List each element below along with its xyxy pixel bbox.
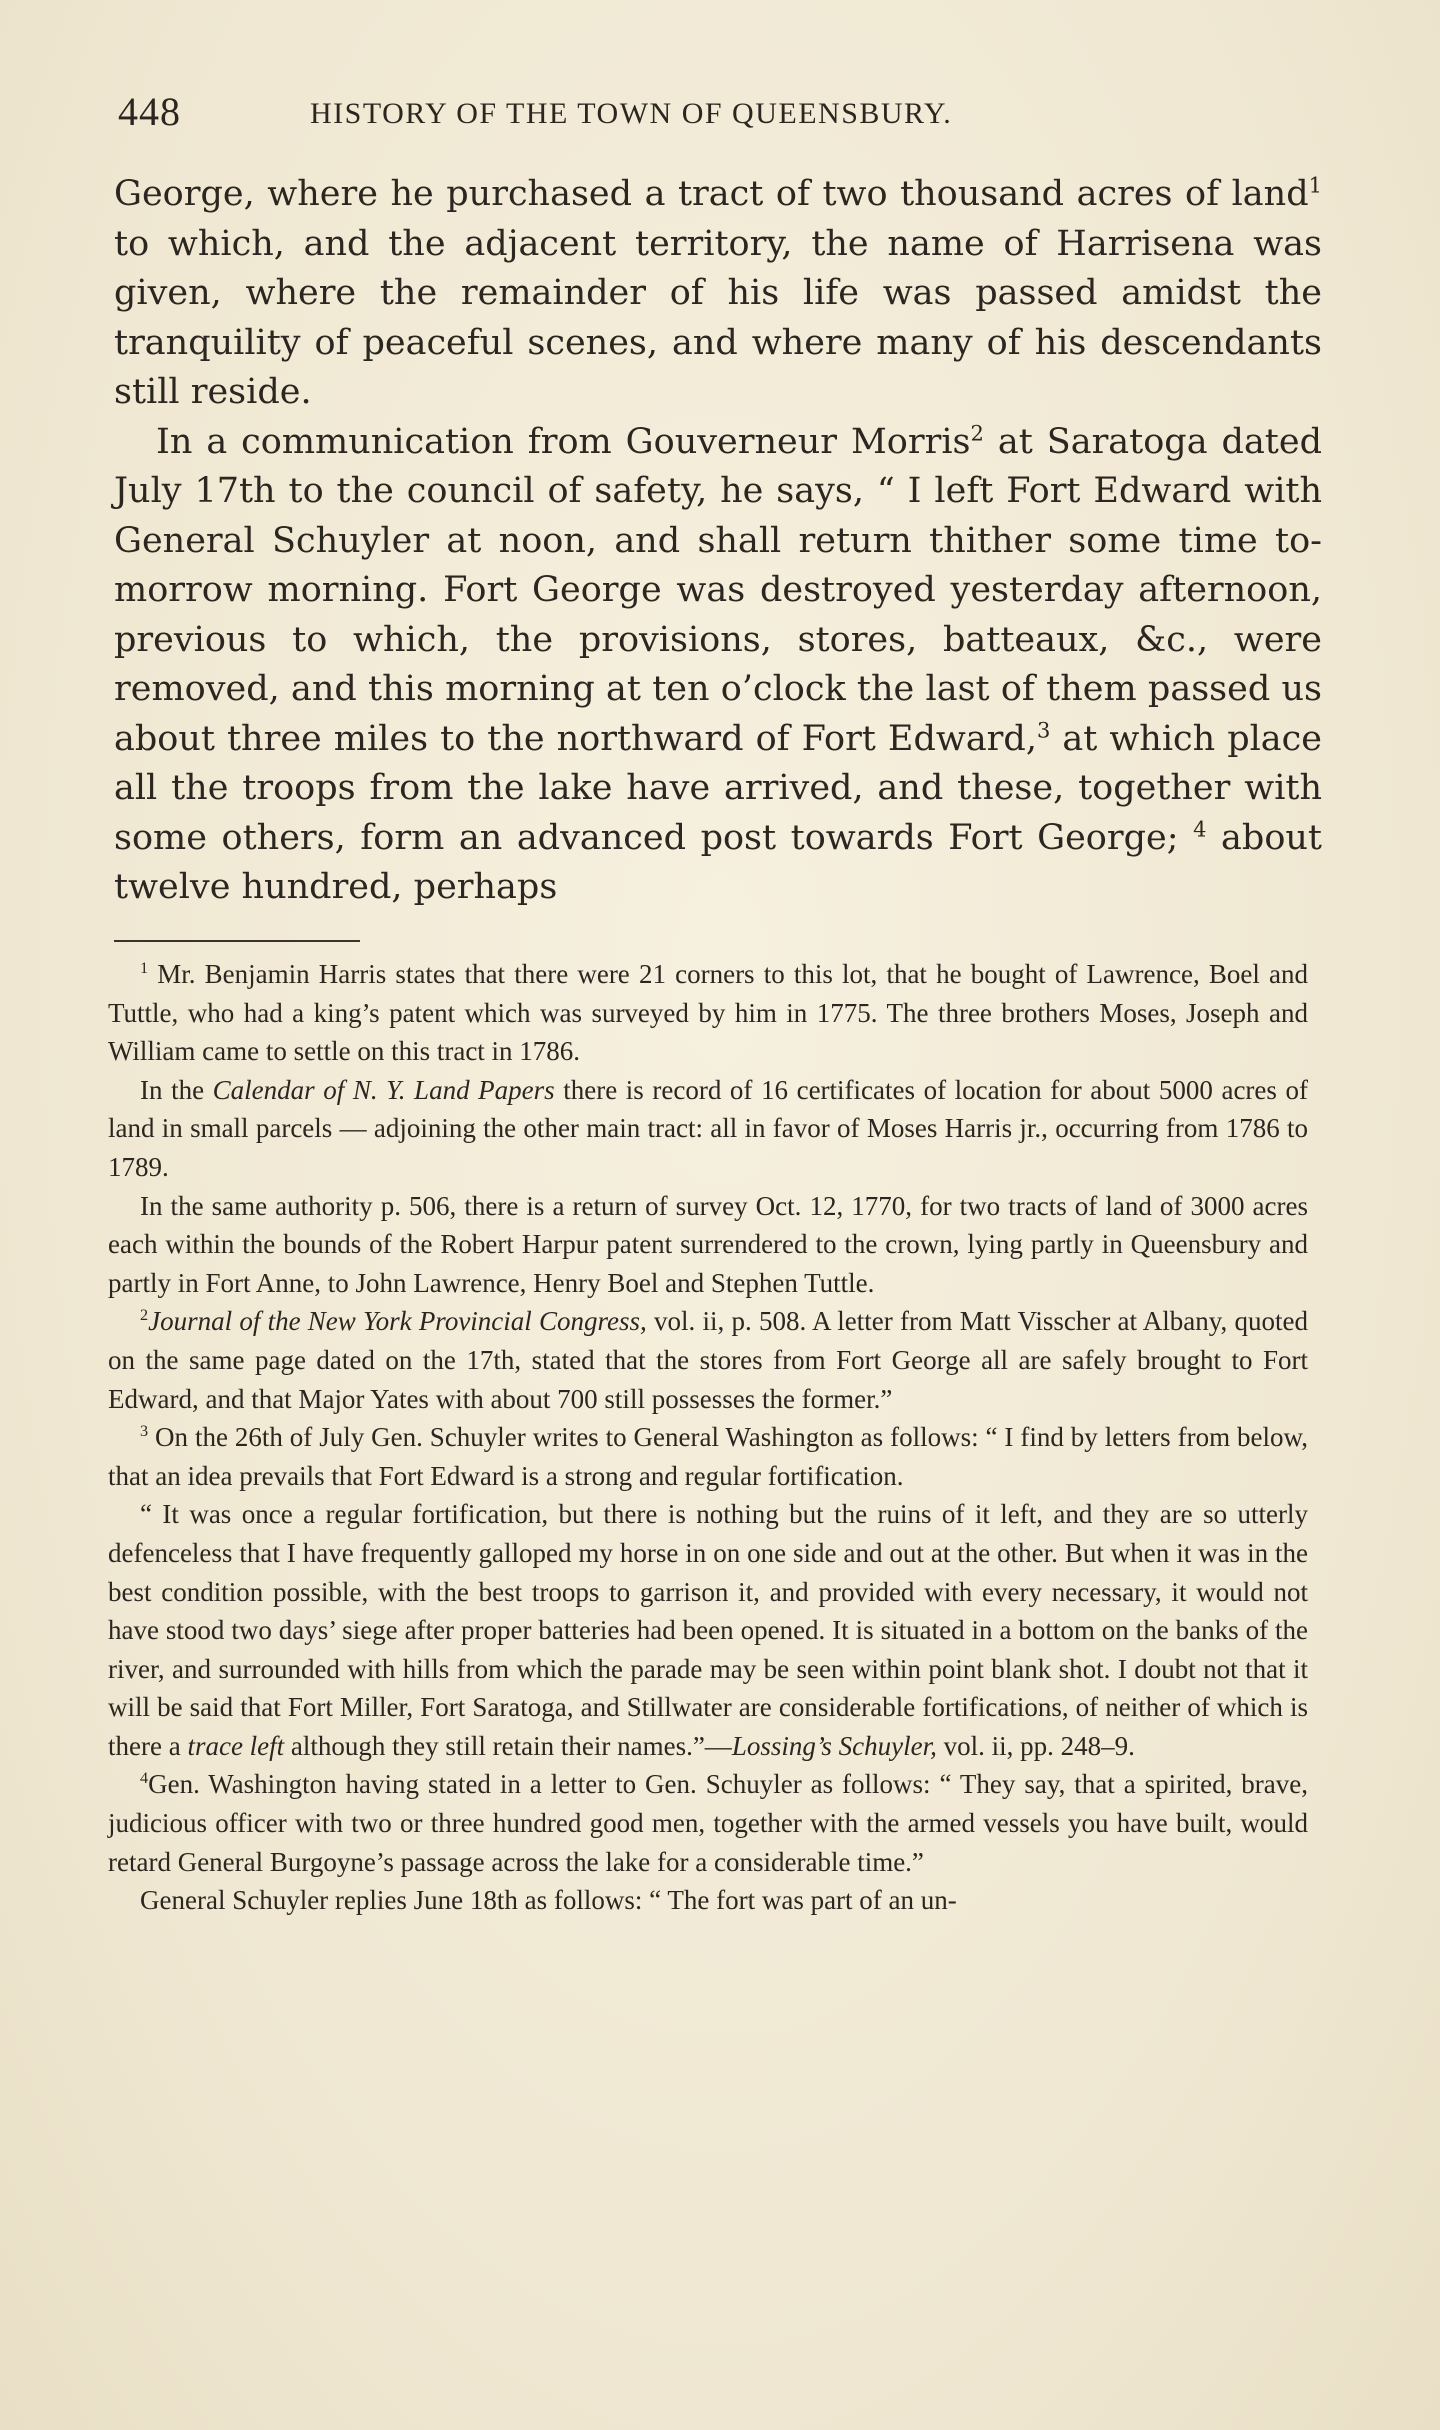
footnote-ref-3: 3	[1036, 717, 1051, 742]
footnote-1-continued: In the Calendar of N. Y. Land Papers there is record of 16 certificates of location for about 5000 acres of land in small parcels — adjoining the other main tract: all in favor of Moses Harris jr., occurring from 1786 to 1789.	[108, 1074, 1308, 1182]
footnote-3-quote: “ It was once a regular fortification, but there is nothing but the ruins of it left, and they are so utterly defenceless that I have frequently galloped my horse in on one side and out at the other. But when it was in the best condition possible, with the best troops to garrison it, and provided with every necessary, it would not have stood two days’ siege after proper batteries had been opened. It is situated in a bottom on the banks of the river, and surrounded with hills from which the parade may be seen within point blank shot. I doubt not that it will be said that Fort Miller, Fort Saratoga, and Stillwater are considerable fortifications, of neither of which is there a trace left although they still retain their names.”—Lossing’s Schuyler, vol. ii, pp. 248–9.	[108, 1499, 1308, 1761]
footnotes	[108, 955, 1308, 1920]
paragraph-2: In a communication from Gouverneur Morris$^2$ at Saratoga dated July 17th to the council of safety, he says, “ I left Fort Edward with General Schuyler at noon, and shall return thither some time to-morrow morning. Fort George was destroyed yesterday afternoon, previous to which, the provisions, stores, batteaux, &c., were removed, and this morning at ten o’clock the last of them passed us about three miles to the northward of Fort Edward,$^3$ at which place all the troops from the lake have arrived, and these, together with some others, form an advanced post towards Fort George; $^4$ about twelve hundred, perhaps	[114, 420, 1323, 907]
footnote-ref-4: 4	[1193, 816, 1207, 841]
main-text	[114, 170, 1322, 913]
footnote-ref-1: 1	[1308, 173, 1322, 198]
footnote-4-reply: General Schuyler replies June 18th as follows: “ The fort was part of an un-	[140, 1885, 957, 1916]
footnote-1-survey: In the same authority p. 506, there is a return of survey Oct. 12, 1770, for two tracts of land of 3000 acres each within the bounds of the Robert Harpur patent surrendered to the crown, lying partly in Queensbury and partly in Fort Anne, to John Lawrence, Henry Boel and Stephen Tuttle.	[108, 1190, 1308, 1298]
footnote-1: $^1$ Mr. Benjamin Harris states that there were 21 corners to this lot, that he bought of Lawrence, Boel and Tuttle, who had a king’s patent which was surveyed by him in 1775. The three brothers Moses, Joseph and William came to settle on this tract in 1786.	[108, 959, 1308, 1067]
page-number: 448	[118, 89, 181, 134]
paragraph-1: George, where he purchased a tract of two thousand acres of land$^1$ to which, and the adjacent territory, the name of Harrisena was given, where the remainder of his life was passed amidst the tranquility of peaceful scenes, and where many of his descendants still reside.	[114, 173, 1322, 412]
page-header	[118, 88, 1318, 138]
footnote-ref-2: 2	[970, 420, 984, 445]
running-title: HISTORY OF THE TOWN OF QUEENSBURY.	[310, 97, 953, 130]
footnote-3: $^3$ On the 26th of July Gen. Schuyler writes to General Washington as follows: “ I find by letters from below, that an idea prevails that Fort Edward is a strong and regular fortification.	[108, 1422, 1308, 1491]
footnote-2: $^2$Journal of the New York Provincial Congress, vol. ii, p. 508. A letter from Matt Visscher at Albany, quoted on the same page dated on the 17th, stated that the stores from Fort George all are safely brought to Fort Edward, and that Major Yates with about 700 still possesses the former.”	[108, 1306, 1308, 1414]
footnote-4: $^4$Gen. Washington having stated in a letter to Gen. Schuyler as follows: “ They say, that a spirited, brave, judicious officer with two or three hundred good men, together with the armed vessels you have built, would retard General Burgoyne’s passage across the lake for a considerable time.”	[108, 1769, 1308, 1877]
footnote-separator	[114, 940, 360, 942]
